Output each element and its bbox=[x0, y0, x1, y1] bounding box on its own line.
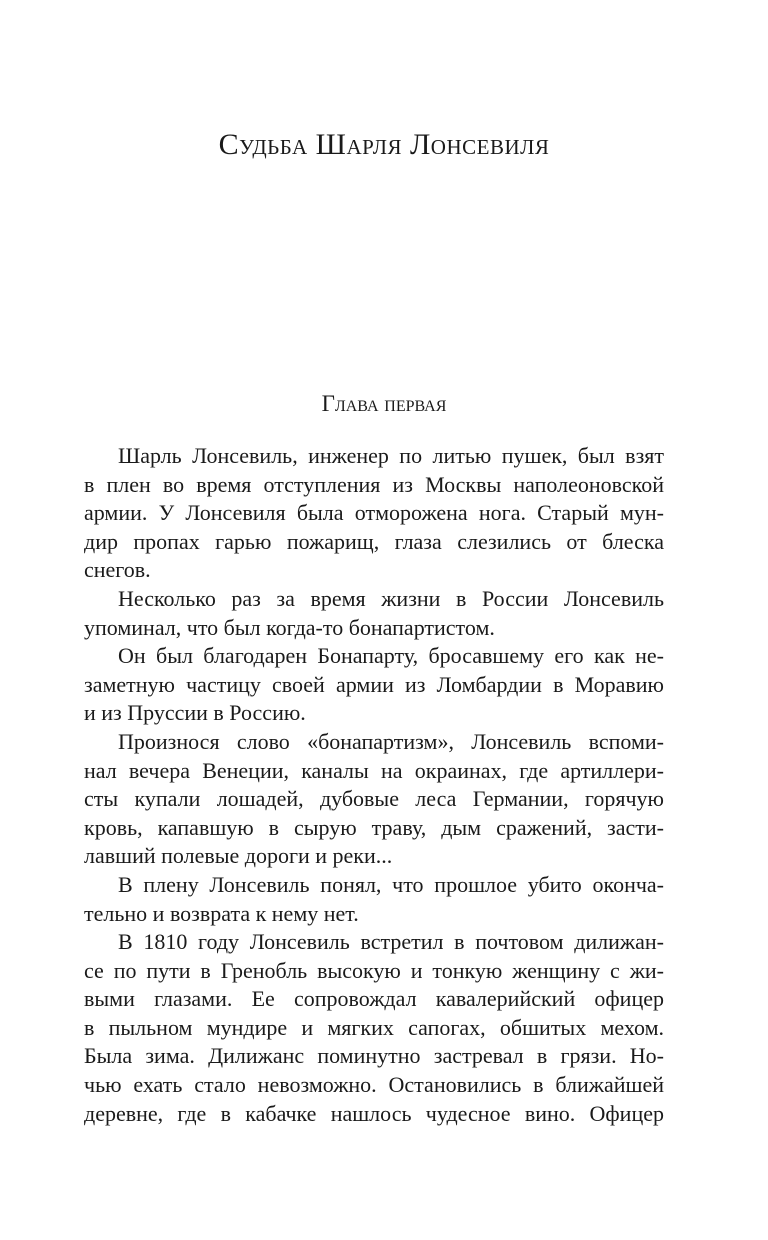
text-line: тельно и возврата к нему нет. bbox=[84, 900, 359, 926]
story-title: Судьба Шарля Лонсевиля bbox=[218, 128, 550, 161]
paragraph bbox=[84, 585, 664, 642]
text-line: Он был благодарен Бонапарту, бросавшему его как не- bbox=[118, 643, 664, 669]
text-line: в пыльном мундире и мягких сапогах, обшитых мехом. bbox=[84, 1014, 664, 1040]
paragraph bbox=[84, 442, 664, 585]
text-line: чью ехать стало невозможно. Остановились в ближайшей bbox=[84, 1072, 664, 1098]
text-line: В 1810 году Лонсевиль встретил в почтовом дилижан- bbox=[118, 929, 664, 955]
text-line: Шарль Лонсевиль, инженер по литью пушек, был взят bbox=[118, 443, 664, 468]
text-line: деревне, где в кабачке нашлось чудесное вино. Офицер bbox=[84, 1100, 664, 1126]
chapter-text bbox=[84, 442, 664, 1128]
text-line: заметную частицу своей армии из Ломбардии в Моравию bbox=[84, 671, 664, 697]
text-line: лавший полевые дороги и реки... bbox=[84, 843, 393, 869]
text-line: дир пропах гарью пожарищ, глаза слезились от блеска bbox=[84, 528, 664, 554]
paragraph bbox=[84, 728, 664, 871]
text-line: сты купали лошадей, дубовые леса Германии, горячую bbox=[84, 786, 664, 812]
text-line: армии. У Лонсевиля была отморожена нога. Старый мун- bbox=[84, 500, 664, 526]
text-line: и из Пруссии в Россию. bbox=[84, 700, 306, 726]
text-line: нал вечера Венеции, каналы на окраинах, где артиллери- bbox=[84, 757, 664, 783]
text-line: Была зима. Дилижанс поминутно застревал в грязи. Но- bbox=[84, 1043, 664, 1069]
text-line: в плен во время отступления из Москвы наполеоновской bbox=[84, 471, 664, 497]
text-line: снегов. bbox=[84, 557, 151, 583]
paragraph bbox=[84, 928, 664, 1128]
text-line: Несколько раз за время жизни в России Лонсевиль bbox=[118, 585, 664, 611]
text-line: се по пути в Гренобль высокую и тонкую женщину с жи- bbox=[84, 957, 664, 983]
text-line: выми глазами. Ее сопровождал кавалерийский офицер bbox=[84, 986, 664, 1012]
text-line: В плену Лонсевиль понял, что прошлое убито оконча- bbox=[118, 871, 664, 897]
text-line: упоминал, что был когда-то бонапартистом. bbox=[84, 614, 495, 640]
paragraph bbox=[84, 642, 664, 728]
chapter-title: Глава первая bbox=[321, 391, 447, 416]
text-line: Произнося слово «бонапартизм», Лонсевиль вспоми- bbox=[118, 728, 664, 754]
paragraph bbox=[84, 871, 664, 928]
text-line: кровь, капавшую в сырую траву, дым сражений, засти- bbox=[84, 814, 664, 840]
